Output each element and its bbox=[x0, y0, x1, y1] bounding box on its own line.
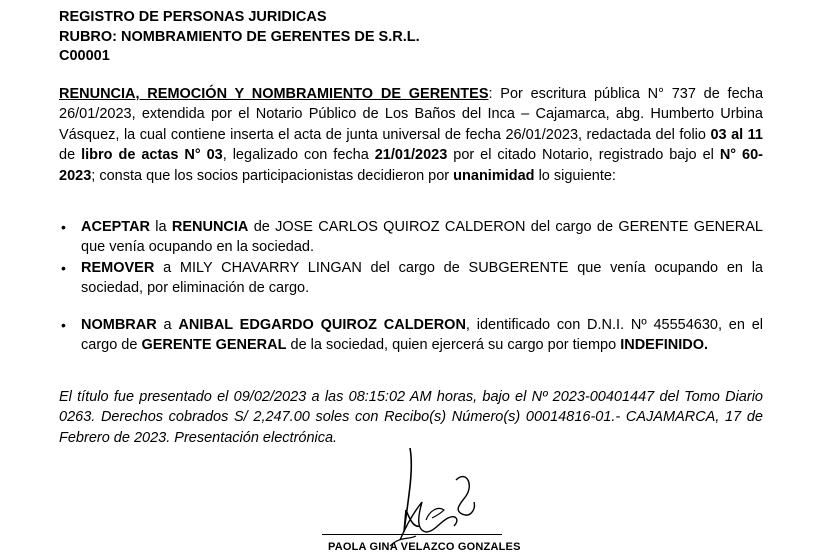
header-registry: REGISTRO DE PERSONAS JURIDICAS bbox=[59, 9, 327, 25]
bullet-list bbox=[59, 217, 763, 299]
position-title: GERENTE GENERAL bbox=[141, 337, 287, 354]
paragraph-text: lo siguiente: bbox=[534, 167, 616, 184]
document-header bbox=[59, 8, 420, 67]
signer-name: PAOLA GINA VELAZCO GONZALES bbox=[328, 541, 521, 553]
appointee-name: ANIBAL EDGARDO QUIROZ CALDERON bbox=[178, 317, 466, 333]
item-text: , identificado con D.N.I. Nº 45554630, en el cargo de bbox=[81, 317, 763, 354]
item-text: la bbox=[150, 219, 172, 235]
item-text: a bbox=[156, 317, 179, 333]
section-title: RENUNCIA, REMOCIÓN Y NOMBRAMIENTO DE GERENTES bbox=[59, 86, 489, 102]
folio-range: 03 al 11 bbox=[710, 126, 763, 143]
action-remove: REMOVER bbox=[81, 259, 155, 276]
action-appoint: NOMBRAR bbox=[81, 317, 157, 333]
bullet-list bbox=[59, 315, 763, 356]
presentation-note: El título fue presentado el 09/02/2023 a las 08:15:02 AM horas, bajo el Nº 2023-00401447 del Tomo Diario 0263. Derechos cobrados S/ 2,247.00 soles con Recibo(s) Número(s) 00014816-01.- CAJAMARCA, 17 de Febrero de 2023. Presentación electrónica. bbox=[59, 389, 763, 446]
action-resignation: RENUNCIA bbox=[171, 219, 249, 235]
paragraph-text: por el citado Notario, registrado bajo el bbox=[447, 147, 720, 164]
list-item bbox=[59, 315, 763, 356]
bullet-icon: • bbox=[61, 259, 66, 276]
bullet-icon: • bbox=[61, 317, 66, 333]
unanimity: unanimidad bbox=[453, 167, 535, 184]
bullet-icon: • bbox=[61, 219, 66, 235]
paragraph-text: de bbox=[59, 147, 82, 164]
paragraph-text: ; consta que los socios participacionistas decidieron por bbox=[91, 167, 454, 184]
minutes-book: libro de actas N° 03 bbox=[81, 147, 223, 164]
list-item bbox=[59, 258, 763, 299]
list-item bbox=[59, 217, 763, 258]
registration-number: N° 60-2023 bbox=[59, 147, 764, 184]
paragraph-text: , legalizado con fecha bbox=[222, 147, 375, 164]
item-text: de JOSE CARLOS QUIROZ CALDERON del cargo de GERENTE GENERAL que venía ocupando en la sociedad. bbox=[81, 219, 763, 256]
action-accept: ACEPTAR bbox=[81, 219, 151, 235]
header-category: RUBRO: NOMBRAMIENTO DE GERENTES DE S.R.L. bbox=[59, 28, 420, 45]
item-text: de la sociedad, quien ejercerá su cargo por tiempo bbox=[286, 337, 621, 354]
main-paragraph bbox=[59, 84, 763, 186]
term-indefinite: INDEFINIDO. bbox=[620, 337, 708, 354]
legalization-date: 21/01/2023 bbox=[374, 147, 448, 164]
paragraph-text: : Por escritura pública N° 737 de fecha 26/01/2023, extendida por el Notario Público de Los Baños del Inca – Cajamarca, abg. Humberto Urbina Vásquez, la cual contiene inserta el acta de junta universal de fecha 26/01/2023, redactada del folio bbox=[59, 86, 764, 143]
header-code: C00001 bbox=[59, 48, 110, 64]
signature-line bbox=[322, 534, 502, 535]
item-text: a MILY CHAVARRY LINGAN del cargo de SUBGERENTE que venía ocupando en la sociedad, por eliminación de cargo. bbox=[81, 259, 763, 297]
